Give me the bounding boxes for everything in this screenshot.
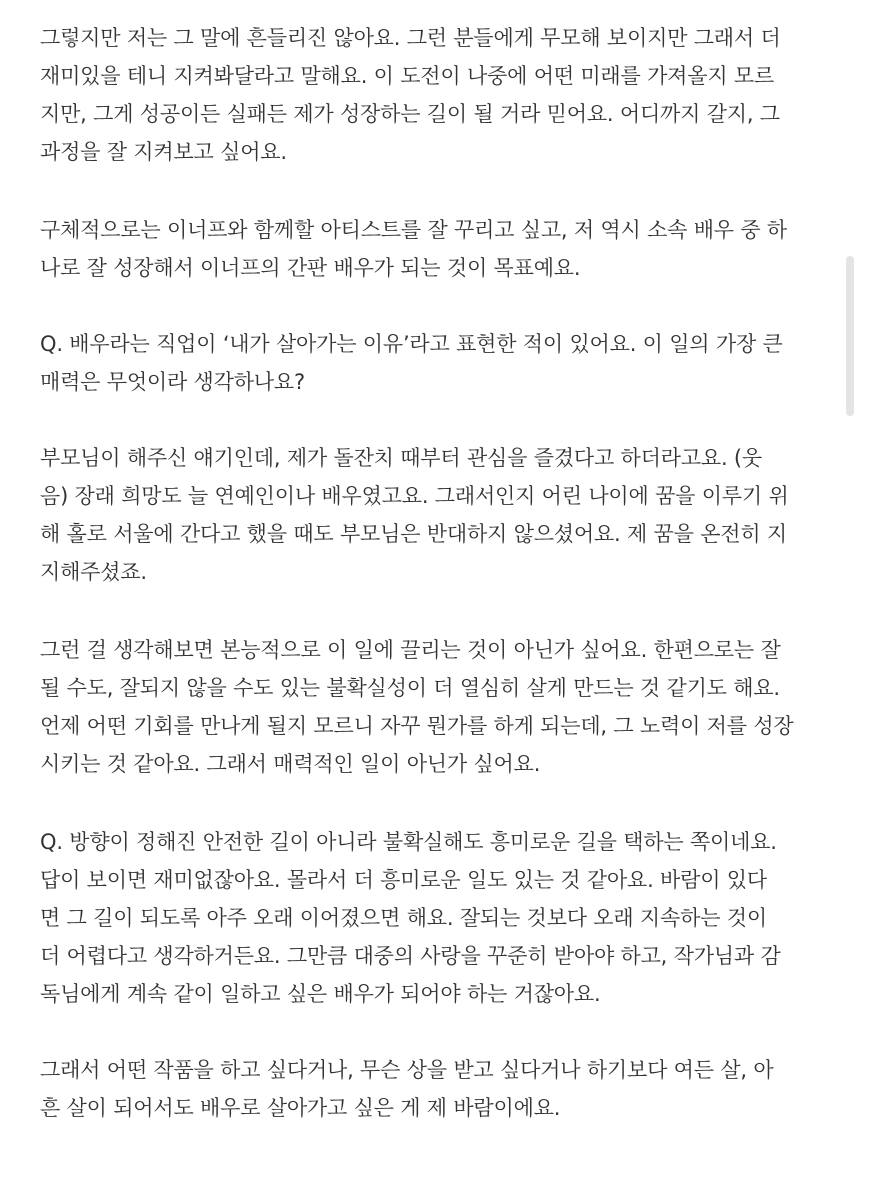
paragraph-line: 언제 어떤 기회를 만나게 될지 모르니 자꾸 뭔가를 하게 되는데, 그 노력이 저를 성장	[40, 714, 794, 738]
question-line: 매력은 무엇이라 생각하나요?	[40, 370, 305, 394]
paragraph-line: 더 어렵다고 생각하거든요. 그만큼 대중의 사랑을 꾸준히 받아야 하고, 작가님과 감	[40, 944, 781, 968]
paragraph-line: 그래서 어떤 작품을 하고 싶다거나, 무슨 상을 받고 싶다거나 하기보다 여든 살, 아	[40, 1058, 774, 1082]
paragraph-line: 지해주셨죠.	[40, 560, 147, 584]
paragraph-line: 해 홀로 서울에 간다고 했을 때도 부모님은 반대하지 않으셨어요. 제 꿈을 온전히 지	[40, 522, 788, 546]
paragraph-line: 면 그 길이 되도록 아주 오래 이어졌으면 해요. 잘되는 것보다 오래 지속하는 것이	[40, 906, 767, 930]
question-line: Q. 배우라는 직업이 ‘내가 살아가는 이유’라고 표현한 적이 있어요. 이 일의 가장 큰	[40, 332, 783, 356]
paragraph-line: 그렇지만 저는 그 말에 흔들리진 않아요. 그런 분들에게 무모해 보이지만 그래서 더	[40, 26, 781, 50]
paragraph-line: 답이 보이면 재미없잖아요. 몰라서 더 흥미로운 일도 있는 것 같아요. 바람이 있다	[40, 868, 767, 892]
scrollbar[interactable]	[846, 0, 854, 1200]
paragraph-line: 지만, 그게 성공이든 실패든 제가 성장하는 길이 될 거라 믿어요. 어디까지 갈지, 그	[40, 102, 780, 126]
paragraph-line: 구체적으로는 이너프와 함께할 아티스트를 잘 꾸리고 싶고, 저 역시 소속 배우 중 하	[40, 218, 788, 242]
paragraph-line: 재미있을 테니 지켜봐달라고 말해요. 이 도전이 나중에 어떤 미래를 가져올지 모르	[40, 64, 775, 88]
paragraph-line: 부모님이 해주신 얘기인데, 제가 돌잔치 때부터 관심을 즐겼다고 하더라고요. (웃	[40, 446, 762, 470]
paragraph-line: 과정을 잘 지켜보고 싶어요.	[40, 140, 287, 164]
paragraph-line: 시키는 것 같아요. 그래서 매력적인 일이 아닌가 싶어요.	[40, 752, 541, 776]
paragraph-line: 독님에게 계속 같이 일하고 싶은 배우가 되어야 하는 거잖아요.	[40, 982, 601, 1006]
question-line: Q. 방향이 정해진 안전한 길이 아니라 불확실해도 흥미로운 길을 택하는 쪽이네요.	[40, 830, 777, 854]
paragraph-line: 음) 장래 희망도 늘 연예인이나 배우였고요. 그래서인지 어린 나이에 꿈을 이루기 위	[40, 484, 789, 508]
paragraph-line: 나로 잘 성장해서 이너프의 간판 배우가 되는 것이 목표예요.	[40, 256, 581, 280]
paragraph-line: 될 수도, 잘되지 않을 수도 있는 불확실성이 더 열심히 살게 만드는 것 같기도 해요.	[40, 676, 780, 700]
paragraph-line: 흔 살이 되어서도 배우로 살아가고 싶은 게 제 바람이에요.	[40, 1096, 561, 1120]
scrollbar-thumb[interactable]	[846, 256, 854, 416]
paragraph-line: 그런 걸 생각해보면 본능적으로 이 일에 끌리는 것이 아닌가 싶어요. 한편으로는 잘	[40, 638, 781, 662]
